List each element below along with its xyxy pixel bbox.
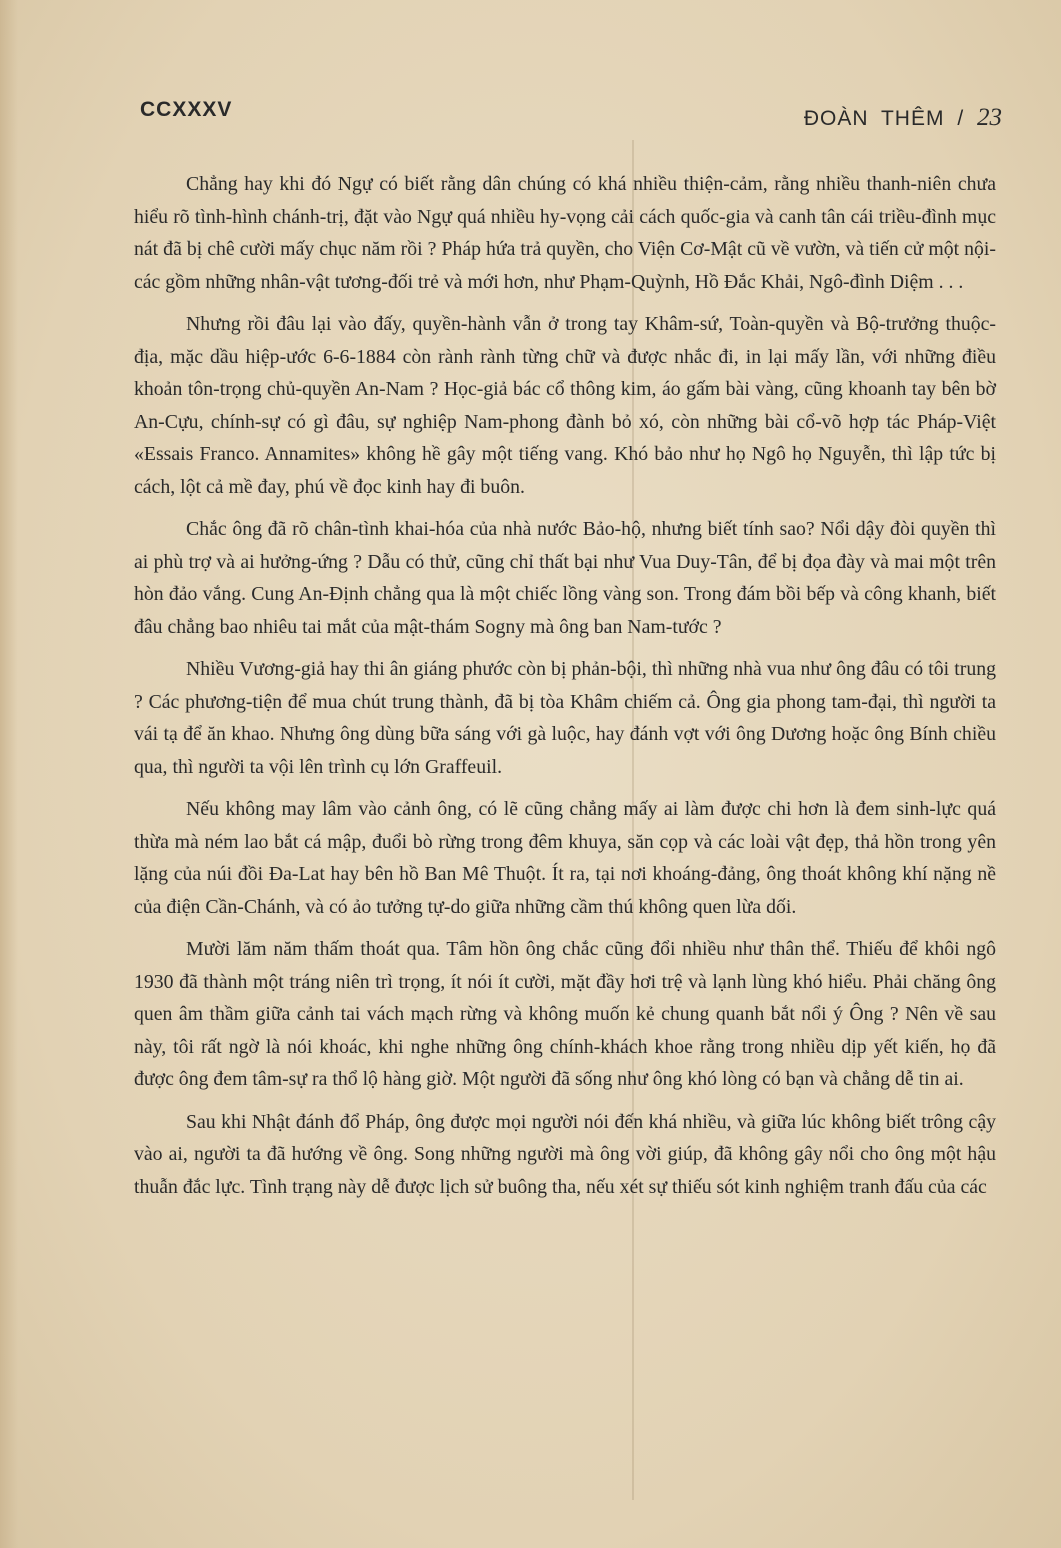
paragraph: Nhiều Vương-giả hay thi ân giáng phước còn bị phản-bội, thì những nhà vua như ông đâu có tôi trung ? Các phương-tiện để mua chút trung thành, đã bị tòa Khâm chiếm cả. Ông gia phong tam-đại, thì người ta vái tạ để ăn khao. Nhưng ông dùng bữa sáng với gà luộc, hay đánh vợt với ông Dương hoặc ông Bính chiều qua, thì người ta vội lên trình cụ lớn Graffeuil. bbox=[134, 658, 996, 778]
paragraph: Sau khi Nhật đánh đổ Pháp, ông được mọi người nói đến khá nhiều, và giữa lúc không biết trông cậy vào ai, người ta đã hướng về ông. Song những người mà ông vời giúp, đã không gây nổi cho ông một hậu thuẫn đắc lực. Tình trạng này dễ được lịch sử buông tha, nếu xét sự thiếu sót kinh nghiệm tranh đấu của các bbox=[134, 1110, 996, 1198]
paragraph: Nhưng rồi đâu lại vào đấy, quyền-hành vẫn ở trong tay Khâm-sứ, Toàn-quyền và Bộ-trưởng thuộc-địa, mặc dầu hiệp-ước 6-6-1884 còn rành rành từng chữ và được nhắc đi, in lại mấy lần, với những điều khoản tôn-trọng chủ-quyền An-Nam ? Học-giả bác cổ thông kim, áo gấm bài vàng, cũng khoanh tay bên bờ An-Cựu, chính-sự có gì đâu, sự nghiệp Nam-phong đành bỏ xó, còn những bài cổ-võ hợp tác Pháp-Việt «Essais Franco. Annamites» không hề gây một tiếng vang. Khó bảo như họ Ngô họ Nguyễn, thì lập tức bị cách, lột cả mề đay, phú về đọc kinh hay đi buôn. bbox=[134, 313, 996, 498]
page-edge-shadow bbox=[0, 0, 18, 1548]
section-numeral: CCXXXV bbox=[140, 98, 233, 121]
header-separator: / bbox=[957, 107, 965, 130]
paragraph: Nếu không may lâm vào cảnh ông, có lẽ cũng chẳng mấy ai làm được chi hơn là đem sinh-lực quá thừa mà ném lao bắt cá mập, đuổi bò rừng trong đêm khuya, săn cọp và các loài vật đẹp, thả hồn trong yên lặng của núi đồi Đa-Lat hay bên hồ Ban Mê Thuột. Ít ra, tại nơi khoáng-đảng, ông thoát không khí nặng nề của điện Cần-Chánh, và có ảo tưởng tự-do giữa những cầm thú không quen lừa dối. bbox=[134, 798, 996, 918]
paragraph: Mười lăm năm thấm thoát qua. Tâm hồn ông chắc cũng đổi nhiều như thân thể. Thiếu để khôi ngô 1930 đã thành một tráng niên trì trọng, ít nói ít cười, mặt đầy hơi trệ và lạnh lùng khó hiểu. Phải chăng ông quen âm thầm giữa cảnh tai vách mạch rừng và không muốn kẻ chung quanh bắt nổi ý Ông ? Nên về sau này, tôi rất ngờ là nói khoác, khi nghe những ông chính-khách khoe rằng trong nhiều dịp yết kiến, họ đã được ông đem tâm-sự ra thổ lộ hàng giờ. Một người đã sống như ông khó lòng có bạn và chẳng dễ tin ai. bbox=[134, 938, 996, 1090]
body-text bbox=[134, 168, 996, 1213]
author-and-page bbox=[804, 104, 1002, 132]
paragraph: Chẳng hay khi đó Ngự có biết rằng dân chúng có khá nhiều thiện-cảm, rằng nhiều thanh-niên chưa hiểu rõ tình-hình chánh-trị, đặt vào Ngự quá nhiều hy-vọng cải cách quốc-gia và canh tân cái triều-đình mục nát đã bị chê cười mấy chục năm rồi ? Pháp hứa trả quyền, cho Viện Cơ-Mật cũ về vườn, và tiến cử một nội-các gồm những nhân-vật tương-đối trẻ và mới hơn, như Phạm-Quỳnh, Hồ Đắc Khải, Ngô-đình Diệm . . . bbox=[134, 173, 996, 293]
paragraph: Chắc ông đã rõ chân-tình khai-hóa của nhà nước Bảo-hộ, nhưng biết tính sao? Nổi dậy đòi quyền thì ai phù trợ và ai hưởng-ứng ? Dẫu có thử, cũng chỉ thất bại như Vua Duy-Tân, để bị đọa đày và mai một trên hòn đảo vắng. Cung An-Định chẳng qua là một chiếc lồng vàng son. Trong đám bồi bếp và công khanh, biết đâu chẳng bao nhiêu tai mắt của mật-thám Sogny mà ông ban Nam-tước ? bbox=[134, 518, 996, 638]
running-header bbox=[140, 98, 1002, 138]
page-number: 23 bbox=[977, 104, 1002, 131]
author-name: ĐOÀN THÊM bbox=[803, 107, 945, 130]
